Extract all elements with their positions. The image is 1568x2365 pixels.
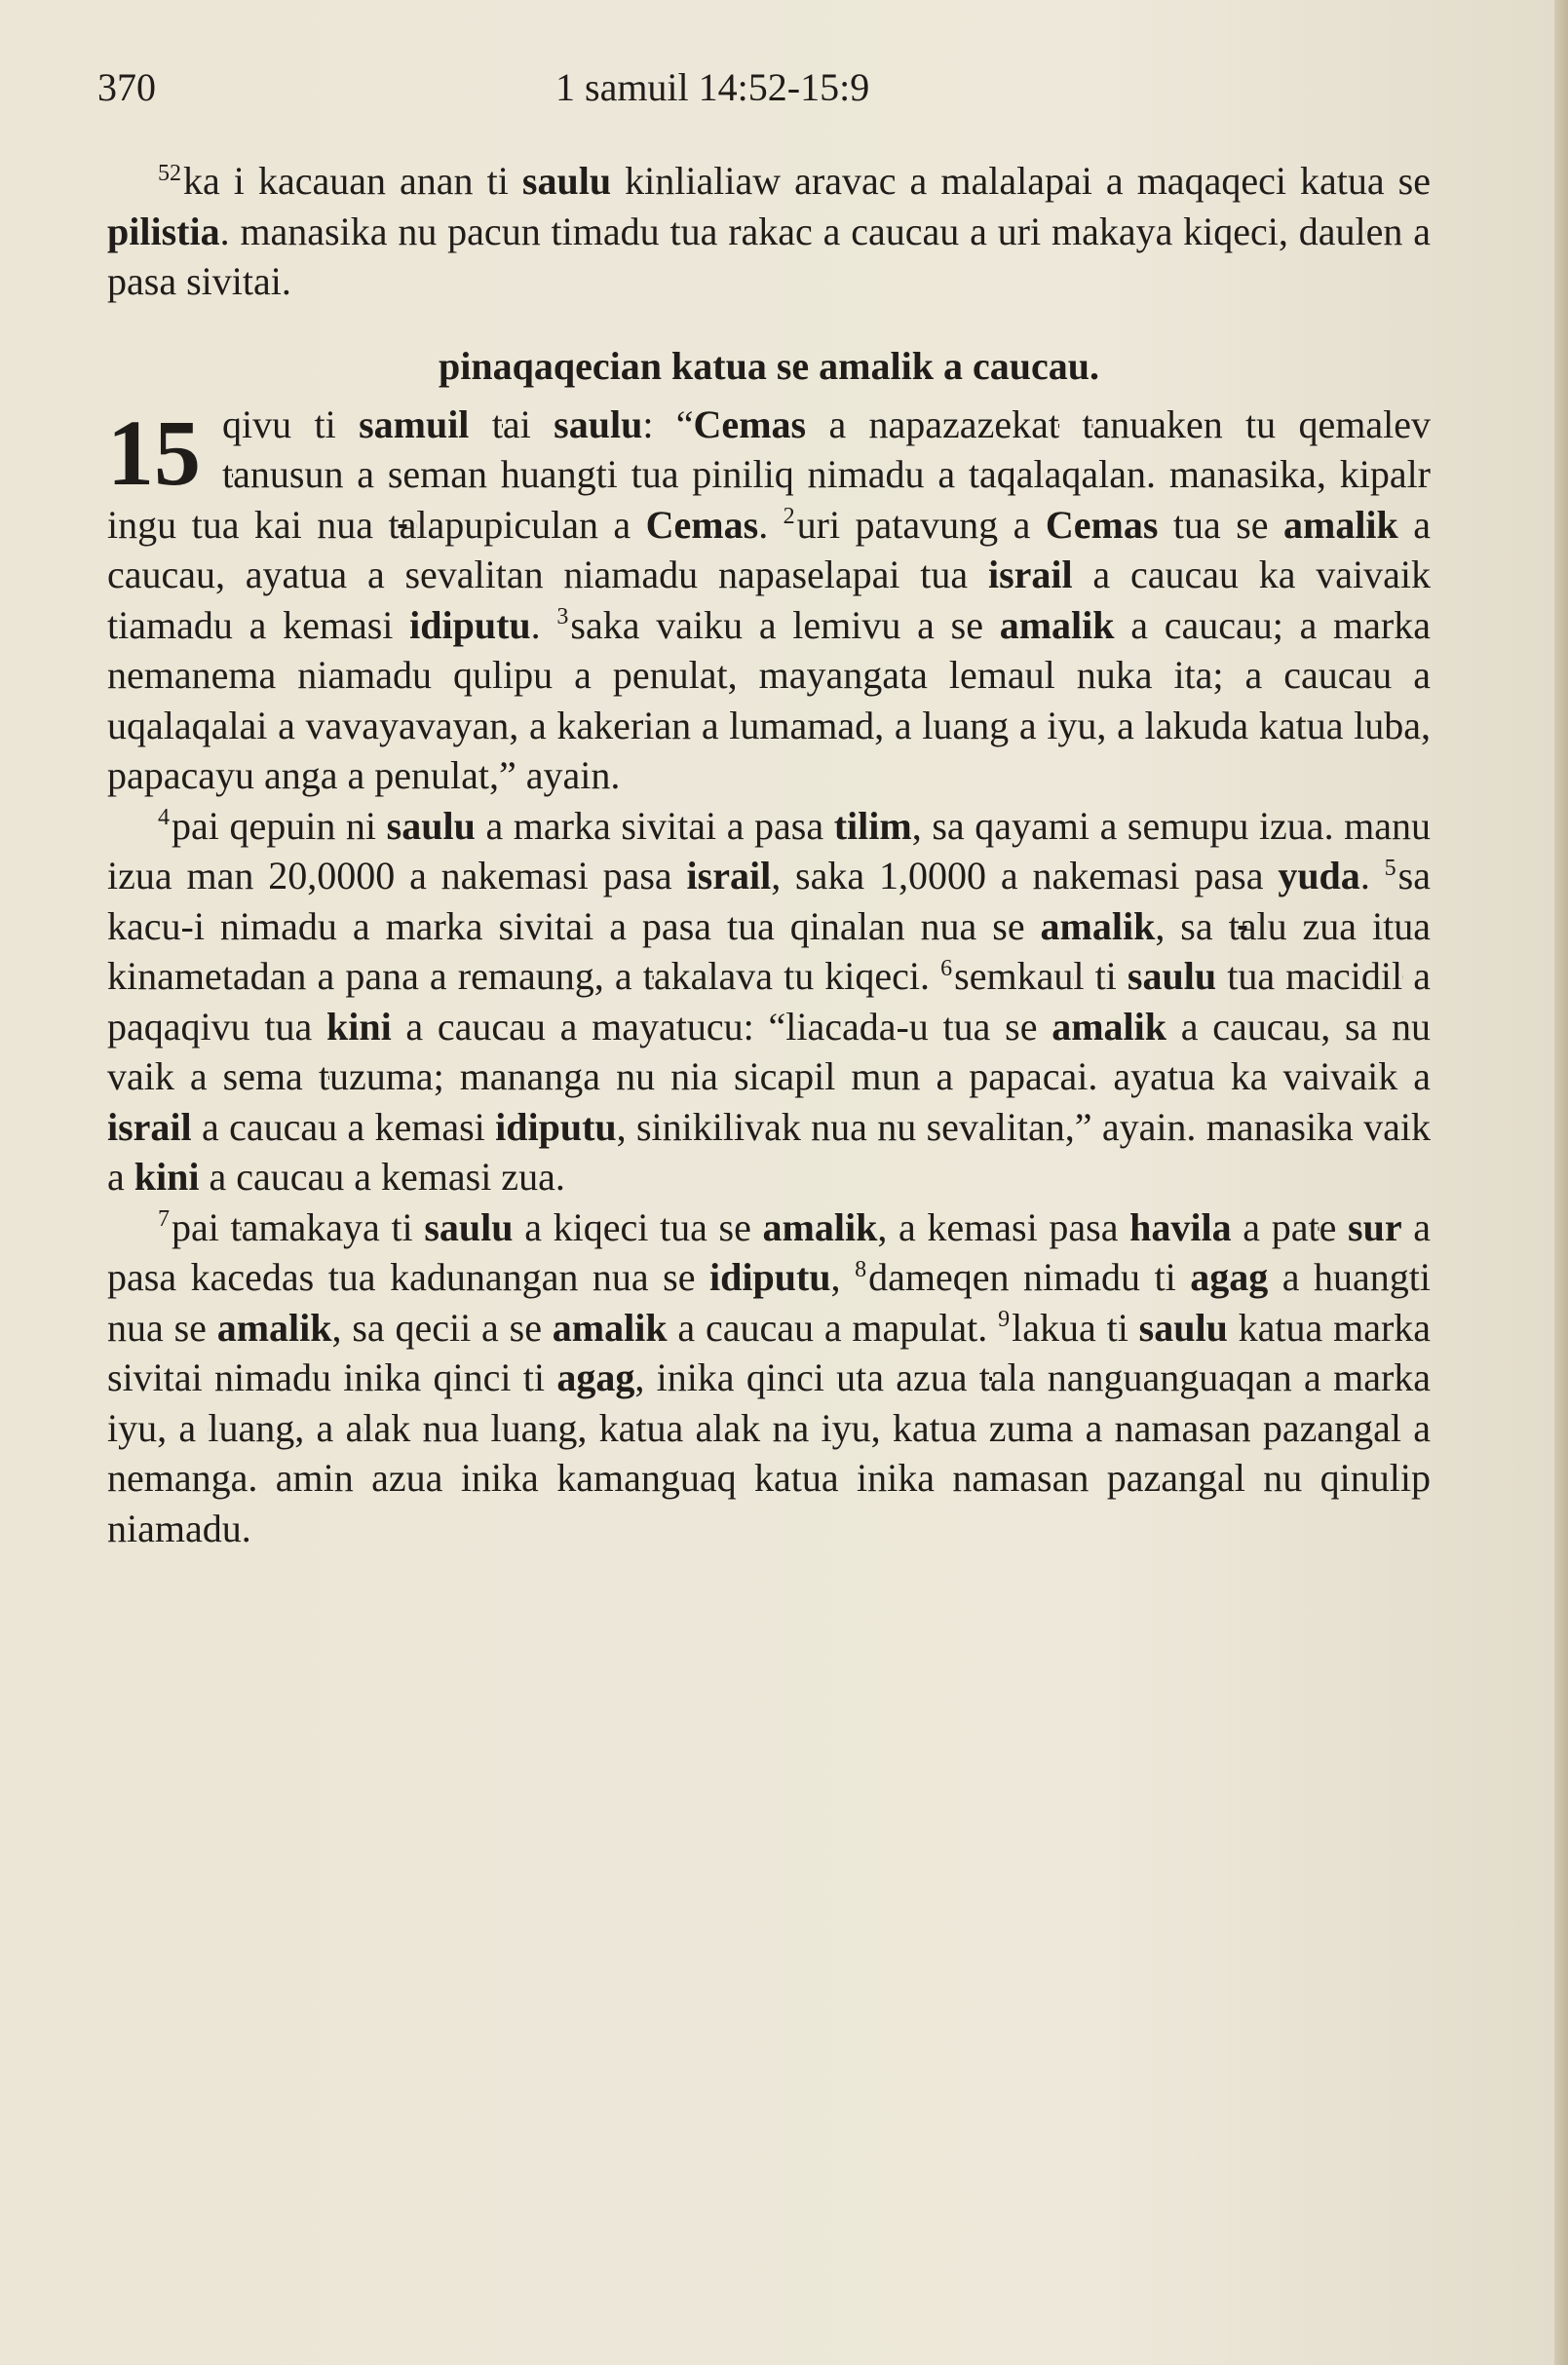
text-run: qulipu a penu [431, 653, 689, 697]
text-run: a marka sivitai a pasa [485, 803, 824, 848]
text-run: anuaken tu qemalev [1092, 401, 1432, 446]
text-run: a caucau ka vaivaik tiama [107, 553, 1432, 647]
text-run: an nua se [867, 903, 1025, 948]
underlined-letters: l [688, 653, 700, 697]
paragraph-chapter-15 [107, 400, 1431, 801]
proper-name: sur [1348, 1204, 1402, 1249]
text-run: iaca [796, 1004, 860, 1049]
underlined-letters: l [857, 903, 868, 948]
verse-number: 52 [158, 160, 181, 186]
underlined-letters: t [1308, 1204, 1319, 1249]
underlined-letters: du [297, 903, 337, 948]
chapter-number: 15 [107, 400, 201, 505]
text-run: apupiculan a [427, 502, 646, 547]
text-run: , inika qinci uta azua [634, 1355, 979, 1399]
text-run: ak nua nu sevalitan,” ayain. manasika vaik a [107, 1104, 1431, 1199]
text-run: . [241, 1506, 251, 1550]
text-run: aka [653, 954, 708, 998]
underlined-letters: du [202, 1506, 242, 1550]
text-run: ti [1139, 1255, 1176, 1299]
verse-number: 5 [1384, 855, 1396, 881]
paragraph-verse-52 [107, 156, 1431, 307]
text-run: aqa [173, 703, 229, 747]
underlined-letters: t [222, 452, 234, 496]
underlined-letters: t [1082, 401, 1093, 446]
underlined-letters: d [426, 1255, 446, 1299]
proper-name: saulu [1127, 954, 1217, 998]
text-run: uzuma; mananga nu nia sicapi [328, 1054, 825, 1098]
underlined-letters: l [1007, 1355, 1018, 1399]
text-run: en a pasa sivitai. [107, 209, 1432, 303]
underlined-letters: t [1048, 401, 1059, 446]
underlined-letters: l [1073, 954, 1085, 998]
proper-name: Cemas [645, 502, 759, 547]
underlined-letters: du [885, 452, 925, 496]
text-run: amakaya ti [241, 1204, 413, 1249]
underlined-letters: r [630, 703, 644, 747]
text-run: katua marka sivitai nima [107, 1305, 1432, 1399]
underlined-letters: l [416, 502, 428, 547]
underlined-letters: l [922, 703, 934, 747]
text-run: tua rakac a caucau a uri makaya kiqeci, [659, 209, 1299, 253]
proper-name [709, 1255, 831, 1299]
text-run: a taqa [924, 452, 1034, 496]
text-run: . [1359, 854, 1370, 897]
text-run: a caucau a mapu [677, 1305, 939, 1350]
text-run: at. [949, 1305, 988, 1350]
text-run: ka i kacauan anan ti [183, 159, 509, 203]
text-run: qivu ti [222, 401, 336, 446]
underlined-letters: l [208, 1405, 219, 1450]
proper-name: amalik [1040, 903, 1156, 948]
underlined-letters: v [745, 1104, 765, 1149]
text-run: nuka ita; a caucau a uqa [107, 653, 1432, 747]
underlined-letters: ta [388, 502, 417, 547]
verse-number: 9 [998, 1307, 1011, 1333]
text-run: inika qinci ti [331, 1355, 546, 1399]
underlined-letters: i [709, 1255, 721, 1299]
underlined-letters: l [1044, 653, 1055, 697]
section-heading: pinaqaqecian katua se amalik a caucau. [439, 343, 1099, 388]
underlined-letters: l [1392, 954, 1403, 998]
underlined-letters: l [163, 703, 174, 747]
verse-number: 3 [556, 604, 569, 630]
text-run: a marka sivitai a pasa tua qina [336, 903, 858, 948]
underlined-letters: d [868, 1255, 889, 1299]
proper-name: tilim [833, 803, 912, 848]
underlined-letters: l [1256, 903, 1268, 948]
text-run: kinlialiaw aravac a malalapai a maqaqeci katua se [625, 159, 1431, 203]
text-run: iputu [527, 1104, 617, 1149]
text-run: , sinikili [616, 1104, 746, 1149]
text-run: saka vaiku a lemivu a se [570, 602, 983, 647]
underlined-letters: du [659, 553, 699, 596]
underlined-letters: l [490, 1405, 502, 1450]
proper-name: saulu [1138, 1305, 1228, 1350]
text-run: a kiqeci tua se [524, 1204, 751, 1249]
text-run: anusun a seman huangti tua piniliq nima [233, 452, 886, 496]
proper-name: kini [325, 1004, 392, 1049]
text-run: e [1319, 1204, 1337, 1249]
text-run: a kemasi [232, 602, 394, 647]
text-run: ai a vavayavayan, a kake [239, 703, 631, 747]
text-run: iputu [441, 602, 531, 647]
text-run: at,” ayain. [461, 753, 621, 797]
proper-name: saulu [554, 401, 643, 446]
text-run: uri patavung a [796, 502, 1031, 547]
text-run: tua se [1172, 502, 1269, 547]
text-run: d [506, 1104, 528, 1149]
text-run: a pa [1243, 1204, 1309, 1249]
proper-name: amalik [999, 602, 1115, 647]
paragraph-verse-4 [107, 801, 1431, 1202]
text-run: . [758, 502, 769, 547]
underlined-letters: l [1033, 452, 1045, 496]
proper-name: amalik [1052, 1004, 1166, 1049]
text-run: napaselapai tua [698, 553, 969, 596]
text-run: , saka 1,0000 a nakemasi pasa [771, 854, 1264, 897]
proper-name: amalik [762, 1204, 878, 1249]
text-run: , a kemasi pasa [877, 1204, 1119, 1249]
text-run: au [1318, 209, 1356, 253]
verse-number: 8 [855, 1256, 867, 1282]
proper-name [495, 1105, 617, 1149]
text-run: an. manasika, kipalr ingu tua kai nua [107, 452, 1432, 547]
text-run: ti [1084, 954, 1117, 998]
text-run: mun a papacai. ayatua ka vaivaik a [835, 1054, 1432, 1098]
proper-name: pilistia [107, 209, 220, 253]
proper-name: yuda [1278, 854, 1360, 897]
text-run: ak na iyu, katua zuma a namasan pazangal a nemanga. amin azua inika kamanguaq katua inika namasan pazangal nu qinulip niama [107, 1405, 1431, 1550]
underlined-letters: du [620, 209, 660, 253]
page-edge [1554, 0, 1568, 2365]
underlined-letters: d [859, 1004, 879, 1049]
underlined-letters: l [228, 703, 240, 747]
text-run: a nanguanguaqan a marka iyu, a [107, 1355, 1432, 1450]
text-run: a caucau a mayatucu: “ [405, 1004, 786, 1049]
text-run: a napazazeka [828, 401, 1049, 446]
page-header [97, 58, 1462, 117]
underlined-letters: l [1355, 209, 1366, 253]
underlined-letters: l [938, 1305, 950, 1350]
text-run: a caucau; a marka nemanema niama [107, 602, 1431, 697]
verse-number: 4 [158, 805, 170, 831]
text-run: d [420, 602, 442, 647]
text-run: ian a lumamad, a [643, 703, 923, 747]
text-run: iputu [742, 1255, 831, 1299]
proper-name: samuil [359, 401, 470, 446]
text-run: ava tu kiqeci. [718, 954, 931, 998]
verse-number: 6 [940, 955, 953, 981]
proper-name: Cemas [1045, 502, 1159, 547]
text-run: a caucau, ayatua a sevalitan niama [107, 502, 1432, 596]
proper-name: agag [1190, 1255, 1269, 1299]
paragraph-verse-7 [107, 1202, 1431, 1554]
underlined-letters: t [318, 1054, 329, 1098]
text-run: akua ti [1022, 1305, 1128, 1350]
underlined-letters: du [292, 1355, 332, 1399]
underlined-letters: d [1298, 209, 1319, 253]
text-run: , sa [1155, 903, 1229, 948]
verse-number: 7 [158, 1206, 170, 1233]
text-run: uang, a a [218, 1405, 363, 1450]
text-run: at, mayangata lemau [699, 653, 1045, 697]
underlined-letters: du [193, 602, 233, 647]
proper-name: agag [556, 1355, 635, 1399]
text-run: ak nua [373, 1405, 491, 1450]
underlined-letters: l [824, 1054, 836, 1098]
underlined-letters: l [450, 753, 462, 797]
underlined-letters: t [491, 401, 503, 446]
underlined-letters: du [1100, 1255, 1140, 1299]
underlined-letters: t [230, 1204, 242, 1249]
underlined-letters: l [1012, 1305, 1023, 1350]
text-run: u zua itua kinametadan a pana a remaung, a [107, 903, 1432, 998]
proper-name: amalik [216, 1305, 332, 1350]
underlined-letters: l [712, 1405, 724, 1450]
text-run: a pasa kacedas tua ka [107, 1204, 1432, 1299]
text-run: sa kacu-i nima [107, 854, 1431, 948]
text-run: semkau [954, 954, 1074, 998]
underlined-letters: l [363, 1405, 374, 1450]
text-run: . manasika nu pacun tima [219, 209, 621, 253]
proper-name: saulu [521, 159, 612, 203]
underlined-letters: l [1098, 452, 1110, 496]
text-run: a caucau a kemasi [202, 1104, 485, 1149]
text-run: a caucau a kemasi zua. [209, 1155, 565, 1199]
proper-name: amalik [552, 1305, 668, 1350]
text-run: : “ [642, 401, 694, 446]
text-run: d [720, 1255, 743, 1299]
text-run: pai [172, 1204, 231, 1249]
text-run: a-u tua se [878, 1004, 1038, 1049]
proper-name: Cemas [693, 401, 807, 446]
running-title: 1 samuil 14:52-15:9 [555, 65, 870, 109]
text-run: unangan nua se [445, 1255, 696, 1299]
text-run: . [530, 602, 541, 647]
underlined-letters: t [642, 954, 654, 998]
proper-name: israil [107, 1104, 192, 1149]
text-run: a paqaqivu tua [107, 954, 1432, 1049]
proper-name: kini [134, 1155, 200, 1199]
underlined-letters: l [785, 1004, 797, 1049]
text-run: ai [502, 401, 531, 446]
page-number: 370 [97, 65, 156, 109]
underlined-letters: ta [978, 1355, 1008, 1399]
text-run: a caucau, sa nu vaik a sema [107, 1004, 1432, 1098]
underlined-letters: du [392, 653, 432, 697]
proper-name: amalik [1283, 502, 1398, 547]
proper-name: israil [686, 854, 772, 897]
page-body [107, 156, 1431, 1553]
text-run: tua macidi [1227, 954, 1393, 998]
underlined-letters: ta [1228, 903, 1257, 948]
text-run: , [830, 1255, 841, 1299]
text-run: uang a iyu, a lakuda katua luba, papacayu anga a penu [107, 703, 1432, 797]
text-run: aqa [1044, 452, 1099, 496]
proper-name: israil [987, 553, 1073, 596]
text-run: pai qepuin ni [172, 803, 377, 848]
verse-number: 2 [783, 504, 795, 530]
proper-name: saulu [386, 803, 476, 848]
underlined-letters: i [409, 602, 421, 647]
text-run: uang, katua a [501, 1405, 713, 1450]
text-run: , sa qayami a semupu izua. manu izua man 20,0000 a nakemasi pasa [107, 803, 1432, 897]
text-run: a huangti nua se [107, 1255, 1432, 1350]
text-run: ameqen nima [888, 1255, 1101, 1299]
underlined-letters: i [495, 1104, 507, 1149]
proper-name: saulu [424, 1204, 514, 1249]
text-run: , sa qecii a se [331, 1305, 542, 1350]
proper-name: havila [1129, 1204, 1232, 1249]
proper-name [409, 603, 531, 647]
underlined-letters: l [708, 954, 719, 998]
